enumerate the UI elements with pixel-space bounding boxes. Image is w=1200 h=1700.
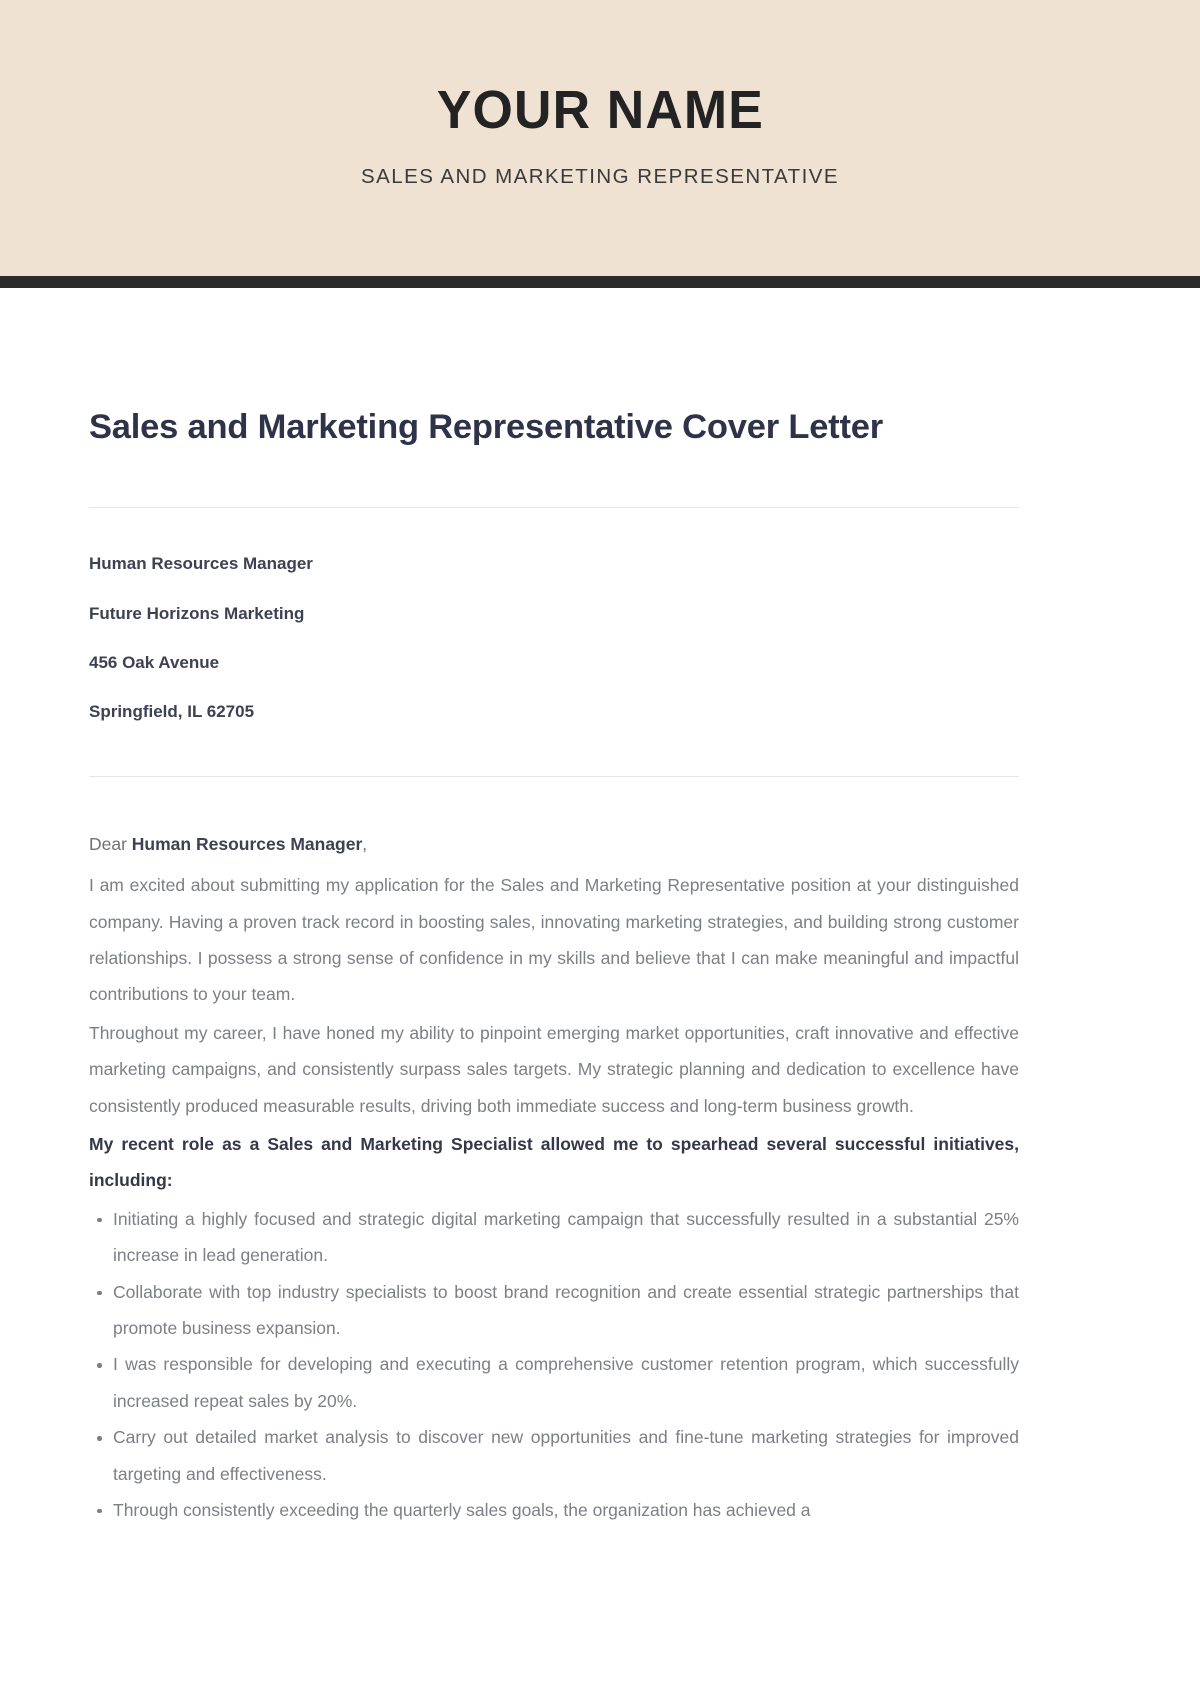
- list-item: Carry out detailed market analysis to discover new opportunities and fine-tune marketing strategies for improved targeting and effectiveness.: [89, 1419, 1019, 1492]
- achievements-list: [89, 1201, 1019, 1529]
- salutation-recipient-name: Human Resources Manager: [131, 833, 363, 854]
- recipient-line: 456 Oak Avenue: [89, 652, 220, 672]
- list-item: Through consistently exceeding the quarterly sales goals, the organization has achieved a: [89, 1492, 1019, 1528]
- recipient-address-block: [89, 508, 1019, 723]
- recipient-line: Human Resources Manager: [89, 554, 313, 574]
- salutation-suffix: ,: [362, 833, 368, 854]
- recipient-line: Future Horizons Marketing: [89, 603, 305, 623]
- header-banner: [0, 0, 1200, 276]
- salutation-prefix: Dear: [89, 833, 132, 854]
- body-paragraph: I am excited about submitting my application for the Sales and Marketing Representative position at your distinguished company. Having a proven track record in boosting sales, innovating marketing strategies, and building strong customer relationships. I possess a strong sense of confidence in my skills and believe that I can make meaningful and impactful contributions to your team.: [89, 875, 1019, 1005]
- body-paragraph: Throughout my career, I have honed my ability to pinpoint emerging market opportunities, craft innovative and effective marketing campaigns, and consistently surpass sales targets. My strategic planning and dedication to excellence have consistently produced measurable results, driving both immediate success and long-term business growth.: [89, 1022, 1019, 1116]
- list-item: Collaborate with top industry specialists to boost brand recognition and create essential strategic partnerships that promote business expansion.: [89, 1274, 1019, 1347]
- page-title: Sales and Marketing Representative Cover Letter: [89, 408, 883, 446]
- list-item: I was responsible for developing and executing a comprehensive customer retention program, which successfully increased repeat sales by 20%.: [89, 1346, 1019, 1419]
- list-item: Initiating a highly focused and strategic digital marketing campaign that successfully resulted in a substantial 25% increase in lead generation.: [89, 1201, 1019, 1274]
- document-body: [89, 288, 1019, 1528]
- header-accent-bar: [0, 276, 1200, 288]
- recipient-line: Springfield, IL 62705: [89, 702, 255, 722]
- achievements-lead-in: My recent role as a Sales and Marketing Specialist allowed me to spearhead several successful initiatives, including:: [89, 1134, 1019, 1191]
- salutation: [89, 833, 1019, 857]
- applicant-name: YOUR NAME: [436, 80, 764, 141]
- applicant-role: SALES AND MARKETING REPRESENTATIVE: [361, 165, 839, 189]
- header-content: [0, 0, 1200, 276]
- letter-content: [89, 777, 1019, 1529]
